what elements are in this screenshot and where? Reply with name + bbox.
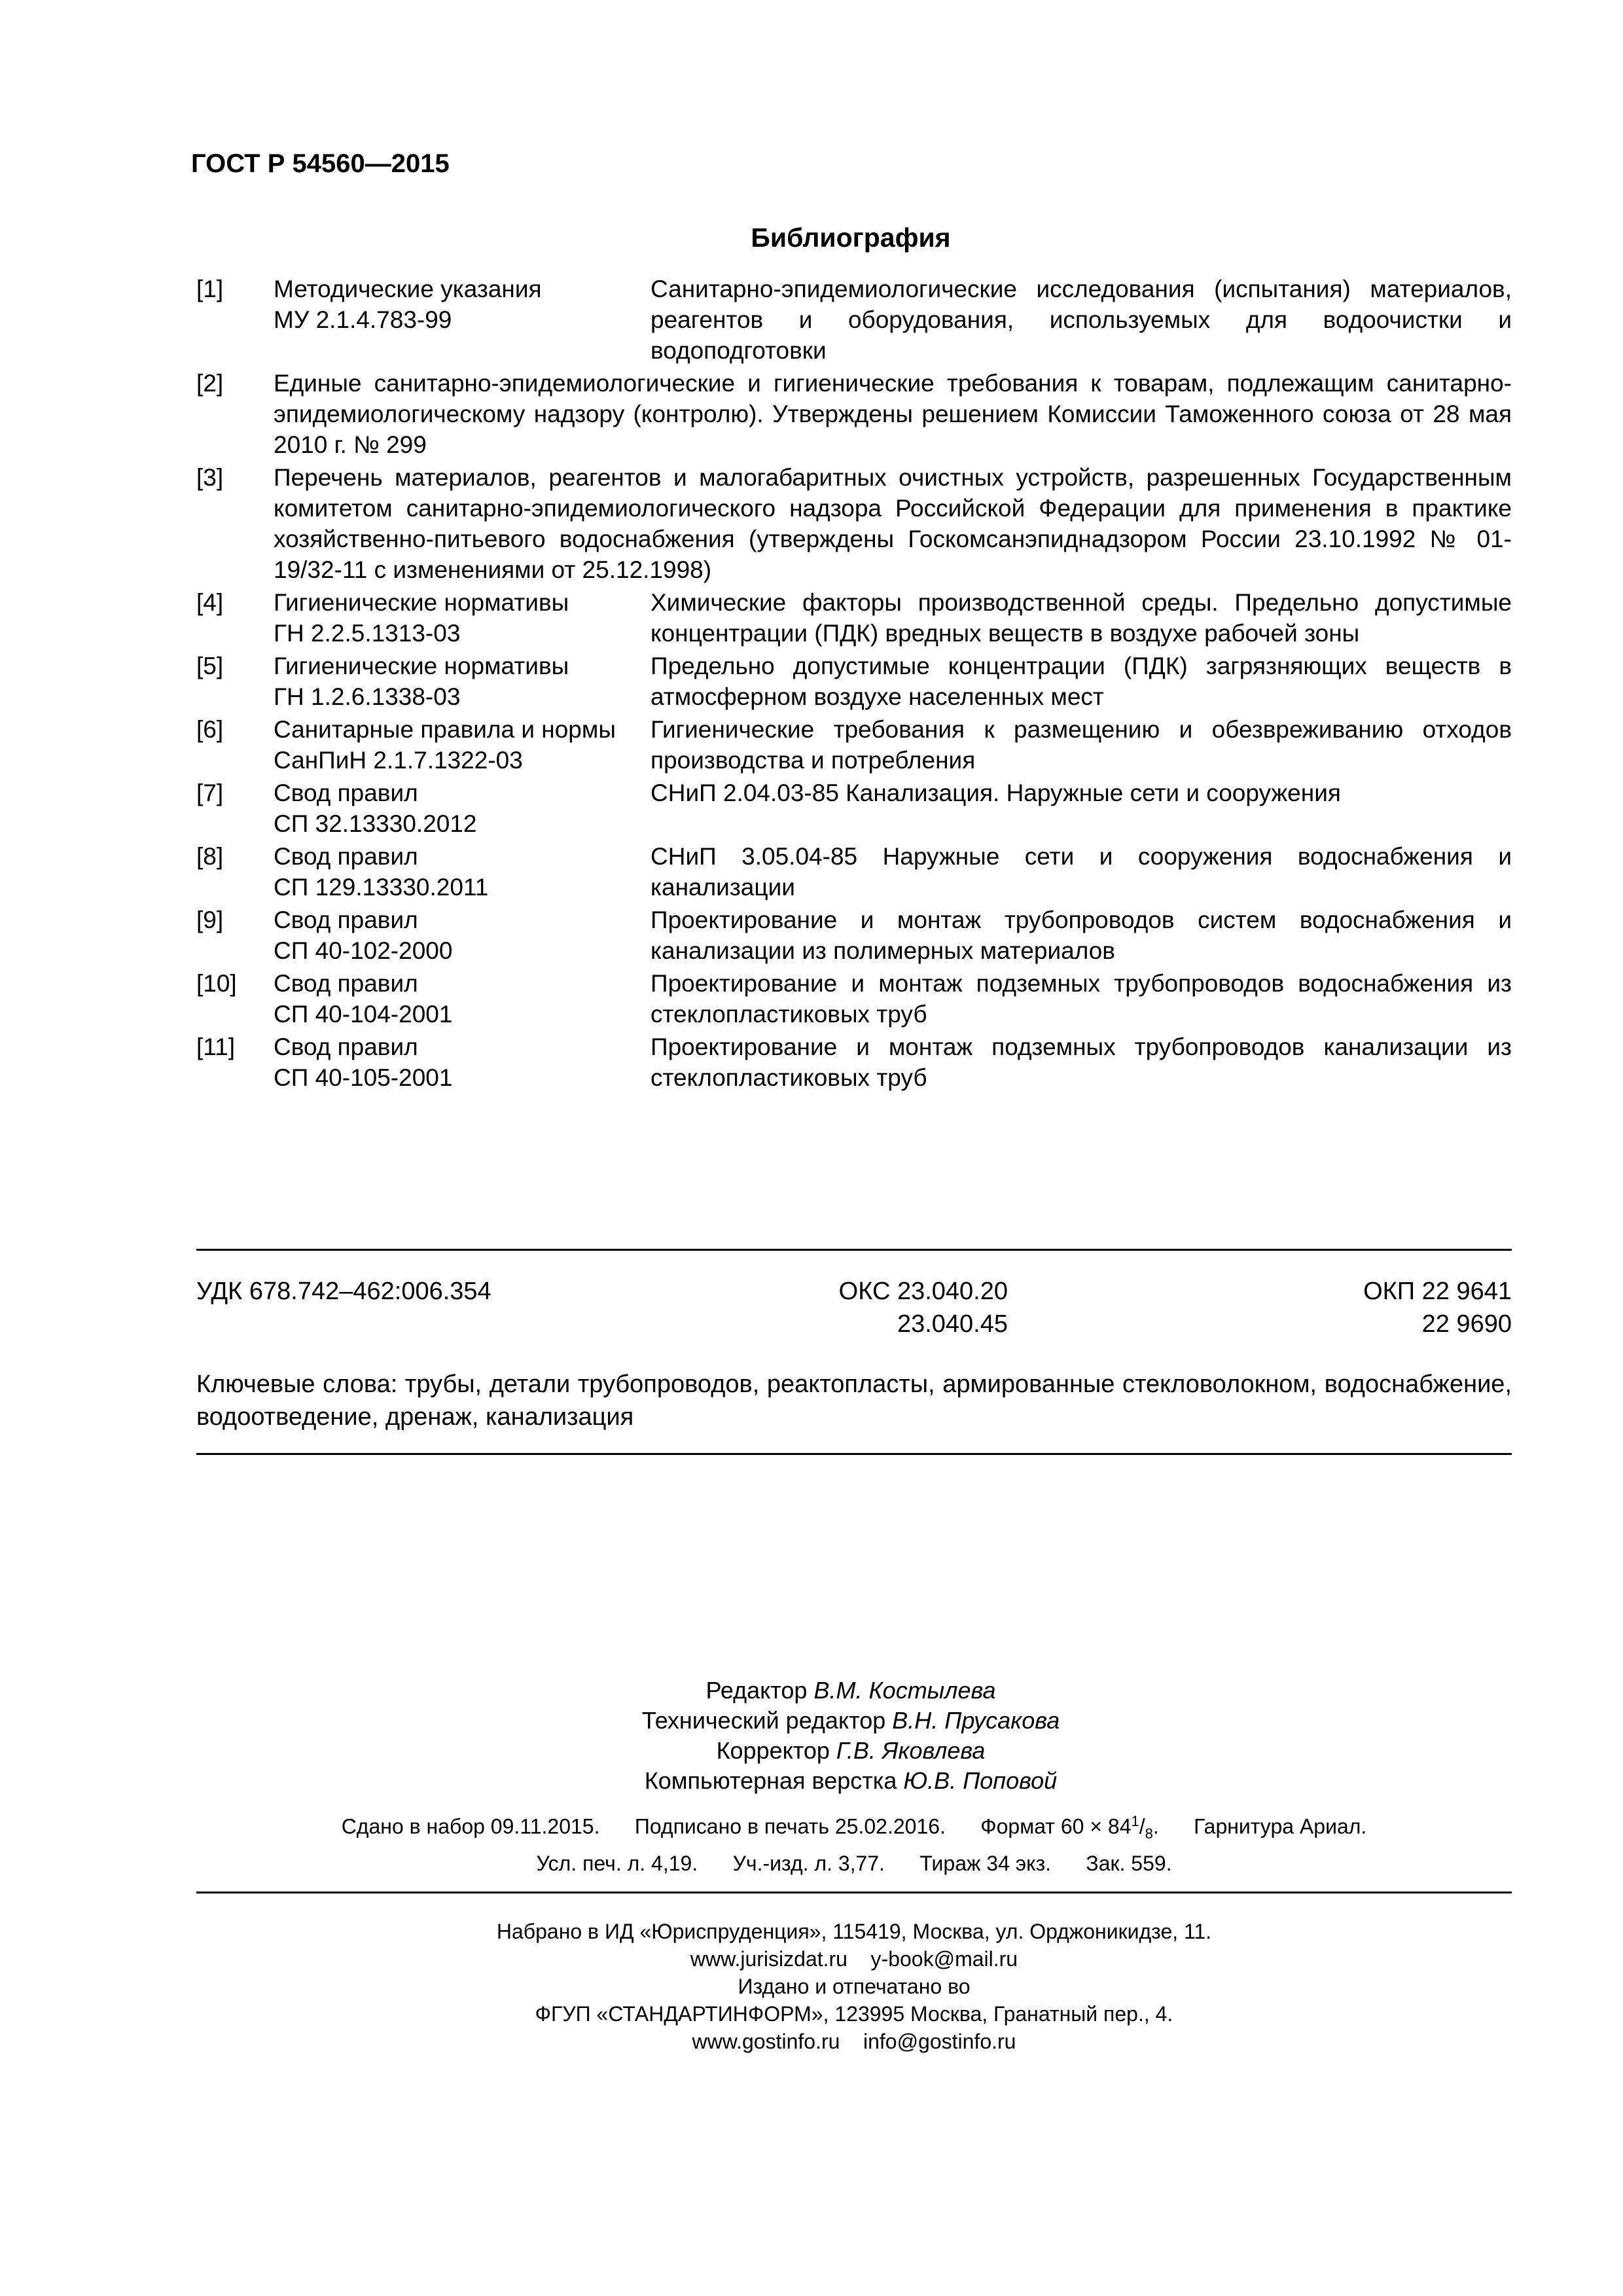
publisher-info: [196, 1918, 1512, 2055]
page-title: Библиография: [751, 223, 951, 253]
bibliography-entry: [196, 462, 1512, 585]
imprint-divider: [196, 1892, 1512, 1893]
staff-tech-editor: Технический редактор В.Н. Прусакова: [641, 1707, 1060, 1734]
entry-description: Проектирование и монтаж подземных трубопроводов канализации из стеклопластиковых труб: [651, 1033, 1512, 1091]
entry-description: Химические факторы производственной среды. Предельно допустимые концентрации (ПДК) вредных веществ в воздухе рабочей зоны: [651, 589, 1512, 647]
bibliography-entry: [196, 368, 1512, 460]
entry-number: [1]: [196, 276, 224, 302]
bibliography-entry: [196, 587, 1512, 649]
entry-description: Гигиенические требования к размещению и обезвреживанию отходов производства и потребления: [651, 716, 1512, 774]
editorial-staff: [458, 1676, 1243, 1796]
entry-number: [5]: [196, 653, 224, 679]
entry-text: Перечень материалов, реагентов и малогабаритных очистных устройств, разрешенных Государственным комитетом санитарно-эпидемиологического надзора Российской Федерации для применения в практике хозяйственно-питьевого водоснабжения (утверждены Госкомсанэпиднадзором России 23.10.1992 № 01-19/32-11 с изменениями от 25.12.1998): [274, 464, 1512, 583]
imprint-line-2: Усл. печ. л. 4,19. Уч.-изд. л. 3,77. Тираж 34 экз. Зак. 559.: [536, 1852, 1172, 1875]
entry-document: Гигиенические нормативы ГН 1.2.6.1338-03: [274, 653, 569, 710]
bibliography-entry: [196, 905, 1512, 966]
oks-code-1: ОКС 23.040.20: [838, 1278, 1008, 1305]
publisher-line-3: Издано и отпечатано во: [738, 1975, 971, 1998]
bibliography-entry: [196, 968, 1512, 1030]
bibliography-entry: [196, 651, 1512, 712]
okp-code-2: 22 9690: [1421, 1310, 1512, 1338]
entry-document: Свод правил СП 40-105-2001: [274, 1033, 453, 1091]
entry-number: [6]: [196, 716, 224, 743]
entry-number: [10]: [196, 970, 237, 997]
entry-description: Предельно допустимые концентрации (ПДК) загрязняющих веществ в атмосферном воздухе населенных мест: [651, 653, 1512, 710]
keywords-divider: [196, 1453, 1512, 1455]
keywords: Ключевые слова: трубы, детали трубопроводов, реактопласты, армированные стекловолокном, водоснабжение, водоотведение, дренаж, канализация: [196, 1371, 1512, 1431]
entry-document: Свод правил СП 129.13330.2011: [274, 843, 489, 901]
entry-number: [8]: [196, 843, 224, 870]
bibliography-entry: [196, 274, 1512, 366]
publisher-line-5: www.gostinfo.ru info@gostinfo.ru: [692, 2030, 1016, 2053]
publisher-line-2: www.jurisizdat.ru y-book@mail.ru: [690, 1947, 1018, 1971]
udk-code: УДК 678.742–462:006.354: [196, 1278, 491, 1305]
bibliography-entry: [196, 714, 1512, 776]
entry-document: Свод правил СП 40-102-2000: [274, 906, 453, 964]
bibliography-entry: [196, 841, 1512, 903]
oks-code-2: 23.040.45: [897, 1310, 1008, 1338]
entry-document: Гигиенические нормативы ГН 2.2.5.1313-03: [274, 589, 569, 647]
entry-description: СНиП 3.05.04-85 Наружные сети и сооружения водоснабжения и канализации: [651, 843, 1512, 901]
okp-codes: [1243, 1275, 1512, 1340]
entry-document: Методические указания МУ 2.1.4.783-99: [274, 276, 542, 333]
entry-description: СНиП 2.04.03-85 Канализация. Наружные сети и сооружения: [651, 780, 1341, 806]
entry-number: [2]: [196, 370, 224, 397]
publisher-line-1: Набрано в ИД «Юриспруденция», 115419, Москва, ул. Орджоникидзе, 11.: [496, 1920, 1212, 1943]
entry-document: Свод правил СП 32.13330.2012: [274, 780, 477, 837]
entry-document: Свод правил СП 40-104-2001: [274, 970, 453, 1028]
entry-number: [4]: [196, 589, 224, 616]
entry-number: [11]: [196, 1033, 235, 1060]
entry-text: Единые санитарно-эпидемиологические и гигиенические требования к товарам, подлежащим санитарно-эпидемиологическому надзору (контролю). Утверждены решением Комиссии Таможенного союза от 28 мая 2010 г. № 299: [274, 370, 1512, 458]
bibliography-list: [196, 274, 1512, 1095]
entry-number: [3]: [196, 464, 224, 491]
imprint-line-1: Сдано в набор 09.11.2015. Подписано в печать 25.02.2016. Формат $60 \times 84^1/_8$. Гарнитура Ариал.: [341, 1813, 1367, 1842]
entry-number: [9]: [196, 906, 224, 933]
publisher-line-4: ФГУП «СТАНДАРТИНФОРМ», 123995 Москва, Гранатный пер., 4.: [535, 2002, 1173, 2026]
entry-description: Проектирование и монтаж подземных трубопроводов водоснабжения из стеклопластиковых труб: [651, 970, 1512, 1028]
oks-codes: [720, 1275, 1008, 1340]
okp-code-1: ОКП 22 9641: [1363, 1278, 1512, 1305]
staff-editor: Редактор В.М. Костылева: [705, 1677, 996, 1704]
entry-document: Санитарные правила и нормы СанПиН 2.1.7.1322-03: [274, 716, 616, 774]
staff-corrector: Корректор Г.В. Яковлева: [716, 1737, 986, 1764]
top-divider: [196, 1249, 1512, 1251]
entry-description: Санитарно-эпидемиологические исследования (испытания) материалов, реагентов и оборудования, используемых для водоочистки и водоподготовки: [651, 276, 1512, 364]
bibliography-entry: [196, 778, 1512, 839]
staff-layout: Компьютерная верстка Ю.В. Поповой: [644, 1767, 1058, 1794]
entry-number: [7]: [196, 780, 224, 806]
document-header: ГОСТ Р 54560—2015: [191, 149, 450, 178]
bibliography-entry: [196, 1031, 1512, 1093]
entry-description: Проектирование и монтаж трубопроводов систем водоснабжения и канализации из полимерных материалов: [651, 906, 1512, 964]
